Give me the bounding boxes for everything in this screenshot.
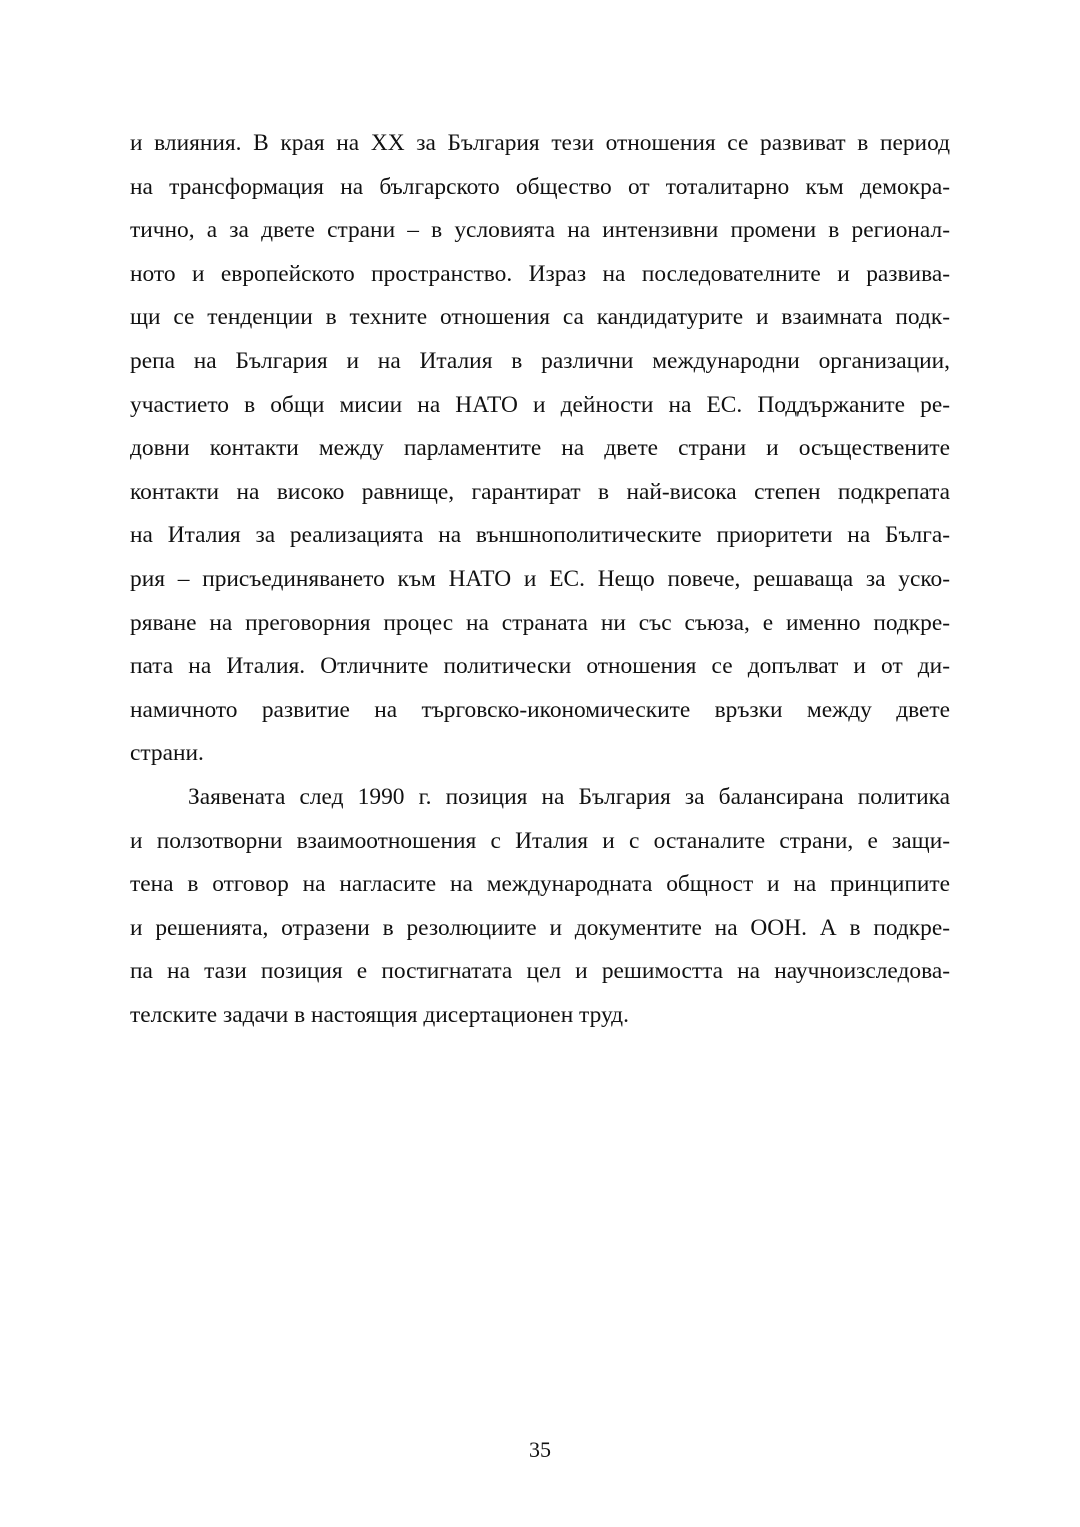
text-line: пата на Италия. Отличните политически отношения се допълват и от ди-: [130, 653, 950, 680]
text-line: телските задачи в настоящия дисертационен труд.: [130, 1001, 629, 1028]
text-line: на трансформация на българското общество от тоталитарно към демокра-: [130, 173, 950, 200]
text-line: тично, а за двете страни – в условията на интензивни промени в регионал-: [130, 217, 950, 244]
text-line: па на тази позиция е постигнатата цел и решимостта на научноизследова-: [130, 958, 950, 985]
text-line: довни контакти между парламентите на двете страни и осъществените: [130, 435, 950, 462]
page-number: 35: [529, 1437, 551, 1462]
text-line: тена в отговор на нагласите на международната общност и на принципите: [130, 871, 950, 898]
text-line: контакти на високо равнище, гарантират в най-висока степен подкрепата: [130, 478, 950, 505]
text-line: и влияния. В края на XX за България тези отношения се развиват в период: [130, 130, 950, 156]
text-line: и решенията, отразени в резолюциите и документите на ООН. А в подкре-: [130, 914, 950, 941]
text-line: на Италия за реализацията на външнополитическите приоритети на Бълга-: [130, 522, 950, 549]
text-line: и ползотворни взаимоотношения с Италия и с останалите страни, е защи-: [130, 827, 950, 854]
paragraph-1: [130, 122, 950, 776]
text-line: намичното развитие на търговско-икономическите връзки между двете: [130, 696, 950, 723]
text-line: ното и европейското пространство. Израз на последователните и развива-: [130, 260, 950, 287]
text-line: рия – присъединяването към НАТО и ЕС. Нещо повече, решаваща за уско-: [130, 565, 950, 592]
body-text: [130, 122, 950, 1037]
text-line: страни.: [130, 740, 204, 767]
text-line: репа на България и на Италия в различни международни организации,: [130, 347, 950, 374]
text-line: Заявената след 1990 г. позиция на България за балансирана политика: [188, 783, 950, 810]
text-line: щи се тенденции в техните отношения са кандидатурите и взаимната подк-: [130, 304, 950, 331]
paragraph-2: [130, 776, 950, 1038]
text-line: участието в общи мисии на НАТО и дейности на ЕС. Поддържаните ре-: [130, 391, 950, 418]
text-line: ряване на преговорния процес на страната ни със съюза, е именно подкре-: [130, 609, 950, 636]
